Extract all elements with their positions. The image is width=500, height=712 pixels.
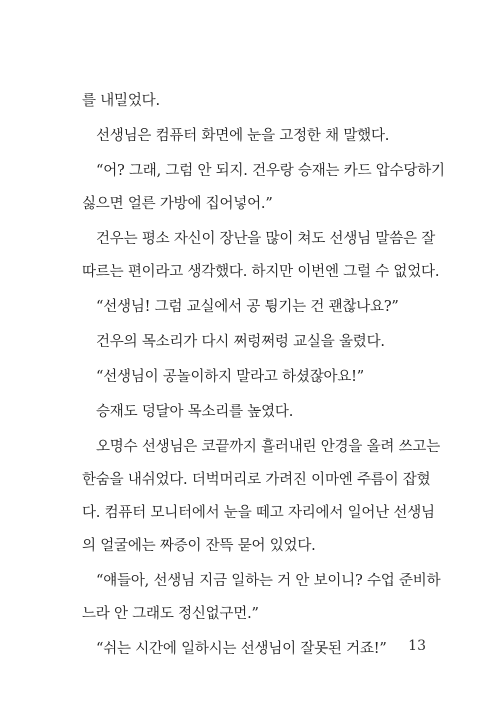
text-line-5: 건우는 평소 자신이 장난을 많이 쳐도 선생님 말씀은 잘 <box>96 231 436 247</box>
text-line-11: 오명수 선생님은 코끝까지 흘러내린 안경을 올려 쓰고는 <box>96 439 441 455</box>
text-line-16: 느라 안 그래도 정신없구먼.” <box>82 606 259 622</box>
text-line-1: 를 내밀었다. <box>82 93 160 109</box>
text-line-4: 싫으면 얼른 가방에 집어넣어.” <box>82 196 273 212</box>
text-line-14: 의 얼굴에는 짜증이 잔뜩 묻어 있었다. <box>82 538 316 554</box>
text-line-7: “선생님! 그럼 교실에서 공 튕기는 건 괜찮나요?” <box>96 299 399 315</box>
text-line-17: “쉬는 시간에 일하시는 선생님이 잘못된 거죠!” <box>96 641 387 657</box>
text-line-8: 건우의 목소리가 다시 쩌렁쩌렁 교실을 울렸다. <box>96 334 385 350</box>
text-line-9: “선생님이 공놀이하지 말라고 하셨잖아요!” <box>96 369 364 385</box>
text-line-15: “얘들아, 선생님 지금 일하는 거 안 보이니? 수업 준비하 <box>96 573 441 589</box>
page-number: 13 <box>408 638 426 654</box>
text-line-3: “어? 그래, 그럼 안 되지. 건우랑 승재는 카드 압수당하기 <box>96 163 445 179</box>
text-line-2: 선생님은 컴퓨터 화면에 눈을 고정한 채 말했다. <box>96 128 390 144</box>
text-line-10: 승재도 덩달아 목소리를 높였다. <box>96 404 294 420</box>
text-line-13: 다. 컴퓨터 모니터에서 눈을 떼고 자리에서 일어난 선생님 <box>82 505 435 521</box>
text-line-12: 한숨을 내쉬었다. 더벅머리로 가려진 이마엔 주름이 잡혔 <box>82 472 431 488</box>
text-line-6: 따르는 편이라고 생각했다. 하지만 이번엔 그럴 수 없었다. <box>82 264 440 280</box>
